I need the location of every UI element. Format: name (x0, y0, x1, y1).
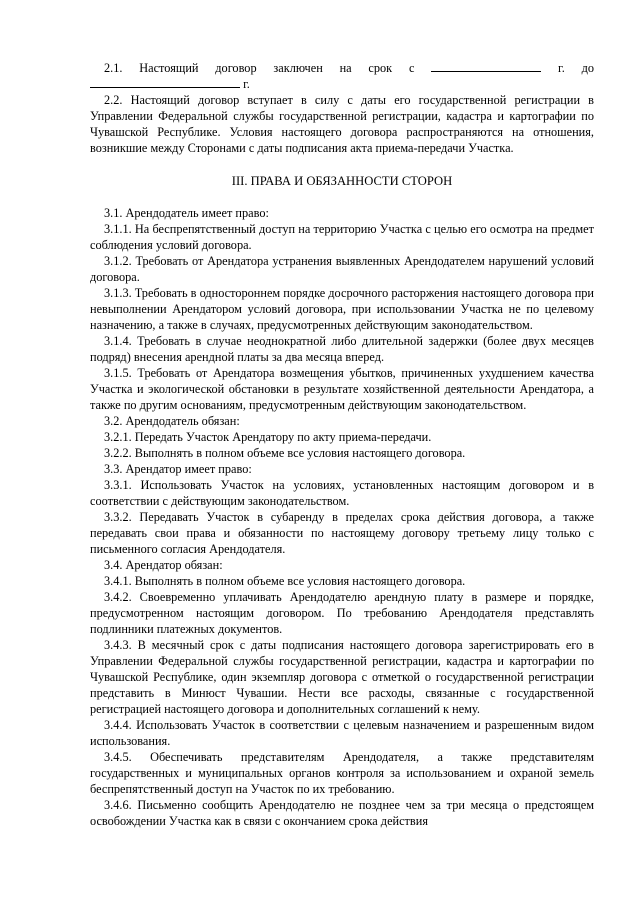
clause-2-2: 2.2. Настоящий договор вступает в силу с даты его государственной регистрации в Управлении Федеральной службы государственной регистрации, кадастра и картографии по Чувашской Республике. Условия настоящего договора распространяются на отношения, возникшие между Сторонами с даты подписания акта приема-передачи Участка. (90, 93, 594, 155)
clause-3-1-5: 3.1.5. Требовать от Арендатора возмещения убытков, причиненных ухудшением качества Участка и экологической обстановки в результате хозяйственной деятельности Арендатора, а также по другим основаниям, предусмотренным действующим законодательством. (90, 366, 594, 412)
clause-3-4-5: 3.4.5. Обеспечивать представителям Арендодателя, а также представителям государственных и муниципальных органов контроля за использованием и охраной земель беспрепятственный доступ на Участок по их требованию. (90, 750, 594, 796)
clause-number: 2.1. (104, 61, 123, 75)
clause-3-4-3: 3.4.3. В месячный срок с даты подписания настоящего договора зарегистрировать его в Управлении Федеральной службы государственной регистрации, кадастра и картографии по Чувашской Республике, один экземпляр договора с отметкой о государственной регистрации представить в Минюст Чувашии. Нести все расходы, связанные с государственной регистрацией настоящего договора и дополнительных соглашений к нему. (90, 638, 594, 716)
clause-3-1-2: 3.1.2. Требовать от Арендатора устранения выявленных Арендодателем нарушений условий договора. (90, 254, 594, 284)
clause-3-4: 3.4. Арендатор обязан: (104, 558, 223, 572)
clause-3-3-1: 3.3.1. Использовать Участок на условиях, установленных настоящим договором и в соответствии с действующим законодательством. (90, 478, 594, 508)
clause-3-4-4: 3.4.4. Использовать Участок в соответствии с целевым назначением и разрешенным видом использования. (90, 718, 594, 748)
clause-3-1-1: 3.1.1. На беспрепятственный доступ на территорию Участка с целью его осмотра на предмет соблюдения условий договора. (90, 222, 594, 252)
clause-3-2-2: 3.2.2. Выполнять в полном объеме все условия настоящего договора. (104, 446, 466, 460)
clause-3-4-6: 3.4.6. Письменно сообщить Арендодателю не позднее чем за три месяца о предстоящем освобождении Участка как в связи с окончанием срока действия (90, 798, 594, 828)
clause-3-3-2: 3.3.2. Передавать Участок в субаренду в пределах срока действия договора, а также передавать свои права и обязанности по настоящему договору третьему лицу только с письменного согласия Арендодателя. (90, 510, 594, 556)
section-heading: III. ПРАВА И ОБЯЗАННОСТИ СТОРОН (231, 174, 453, 188)
date-blank-end (90, 76, 240, 88)
clause-text: Настоящий договор заключен на срок с (139, 61, 415, 75)
clause-3-4-1: 3.4.1. Выполнять в полном объеме все условия настоящего договора. (104, 574, 466, 588)
clause-3-1-3: 3.1.3. Требовать в одностороннем порядке досрочного расторжения настоящего договора при невыполнении Арендатором условий договора, при использовании Участка не по целевому назначению, а также в случаях, предусмотренных действующим законодательством. (90, 286, 594, 332)
clause-2-1 (90, 60, 594, 92)
date-blank-start (431, 60, 541, 72)
clause-3-2-1: 3.2.1. Передать Участок Арендатору по акту приема-передачи. (104, 430, 432, 444)
clause-3-1-4: 3.1.4. Требовать в случае неоднократной либо длительной задержки (более двух месяцев подряд) внесения арендной платы за два месяца вперед. (90, 334, 594, 364)
year-mark: г. до (558, 61, 594, 75)
document-body (90, 60, 594, 829)
clause-3-3: 3.3. Арендатор имеет право: (104, 462, 252, 476)
clause-3-4-2: 3.4.2. Своевременно уплачивать Арендодателю арендную плату в размере и порядке, предусмотренном настоящим договором. По требованию Арендодателя представлять подлинники платежных документов. (90, 590, 594, 636)
year-mark: г. (243, 77, 250, 91)
clause-3-1: 3.1. Арендодатель имеет право: (104, 206, 269, 220)
clause-3-2: 3.2. Арендодатель обязан: (104, 414, 240, 428)
